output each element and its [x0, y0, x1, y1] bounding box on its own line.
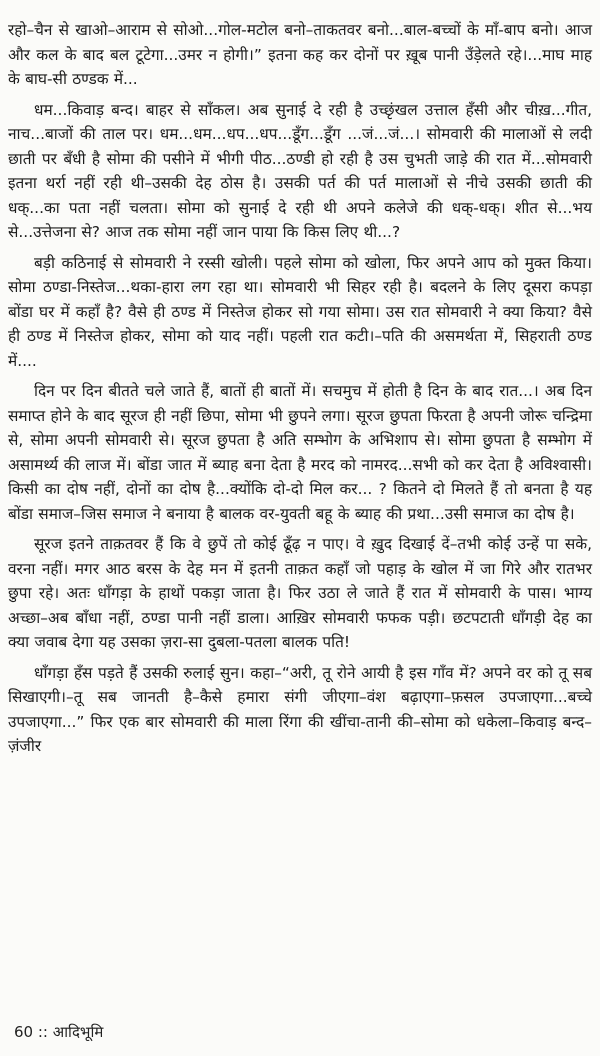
paragraph-3: बड़ी कठिनाई से सोमवारी ने रस्सी खोली। पहले सोमा को खोला, फिर अपने आप को मुक्त किया। सोमा ठण्डा-निस्तेज...थका-हारा लग रहा था। सोमवारी भी सिहर रही है। बदलने के लिए दूसरा कपड़ा बोंडा घर में कहाँ है? वैसे ही ठण्ड में निस्तेज होकर सो गया सोमा। उस रात सोमवारी ने क्या किया? वैसे ही ठण्ड में निस्तेज होकर, सोमा को याद नहीं। पहली रात कटी।–पति की असमर्थता में, सिहराती ठण्ड में....: [8, 253, 592, 370]
paragraph-1: रहो–चैन से खाओ–आराम से सोओ...गोल-मटोल बनो–ताकतवर बनो...बाल-बच्चों के माँ-बाप बनो। आज और कल के बाद बल टूटेगा...उमर न होगी।” इतना कह कर दोनों पर ख़ूब पानी उँड़ेलते रहे।...माघ माह के बाघ-सी ठण्डक में...: [8, 21, 592, 88]
paragraph-2: धम...किवाड़ बन्द। बाहर से साँकल। अब सुनाई दे रही है उच्छृंखल उत्ताल हँसी और चीख़...गीत, नाच...बाजों की ताल पर। धम...धम...धप...धप...डूँग...डूँग ...जं...जं...। सोमवारी की मालाओं से लदी छाती पर बँधी है सोमा की पसीने में भीगी पीठ...ठण्डी हो रही है उस चुभती जाड़े की रात में...सोमवारी इतना थर्रा नहीं रही थी–उसकी देह ठोस है। उसकी पर्त की पर्त मालाओं से नीचे उसकी छाती की धक्...का पता नहीं चलता। सोमा को सुनाई दे रही थी अपने कलेजे की धक्-धक्। शीत से...भय से...उत्तेजना से? आज तक सोमा नहीं जान पाया कि किस लिए थी...?: [8, 100, 592, 241]
paragraph-4: दिन पर दिन बीतते चले जाते हैं, बातों ही बातों में। सचमुच में होती है दिन के बाद रात...। अब दिन समाप्त होने के बाद सूरज ही नहीं छिपा, सोमा भी छुपने लगा। सूरज छुपता फिरता है अपनी जोरू चन्द्रिमा से, सोमा अपनी सोमवारी से। सूरज छुपता है अति सम्भोग के अभिशाप से। सोमा छुपता है सम्भोग में असामर्थ्य की लाज में। बोंडा जात में ब्याह बना देता है मरद को नामरद...सभी को कर देता है अविश्वासी। किसी का दोष नहीं, दोनों का दोष है...क्योंकि दो-दो मिल कर... ? कितने दो मिलते हैं तो बनता है यह बोंडा समाज–जिस समाज ने बनाया है बालक वर-युवती बहू के ब्याह की प्रथा...उसी समाज का दोष है।: [8, 382, 592, 523]
page-footer: 60 :: आदिभूमि: [14, 1023, 104, 1041]
paragraph-6: धाँगड़ा हँस पड़ते हैं उसकी रुलाई सुन। कहा–“अरी, तू रोने आयी है इस गाँव में? अपने वर को तू सब सिखाएगी।–तू सब जानती है–कैसे हमारा संगी जीएगा–वंश बढ़ाएगा–फ़सल उपजाएगा...बच्चे उपजाएगा...” फिर एक बार सोमवारी की माला रिंगा की खींचा-तानी की–सोमा को धकेला–किवाड़ बन्द–ज़ंजीर: [8, 663, 592, 755]
paragraph-5: सूरज इतने ताक़तवर हैं कि वे छुपें तो कोई ढूँढ़ न पाए। वे ख़ुद दिखाई दें–तभी कोई उन्हें पा सके, वरना नहीं। मगर आठ बरस के देह मन में इतनी ताक़त कहाँ जो पहाड़ के खोल में जा गिरे और रातभर छुपा रहे। अतः धाँगड़ा के हाथों पकड़ा जाता है। फिर उठा ले जाते हैं रात में सोमवारी के पास। भाग्य अच्छा–अब बाँधा नहीं, ठण्डा पानी नहीं डाला। आख़िर सोमवारी फफक पड़ी। छटपटाती धाँगड़ी देह का क्या जवाब देगा यह उसका ज़रा-सा दुबला-पतला बालक पति!: [8, 535, 592, 651]
